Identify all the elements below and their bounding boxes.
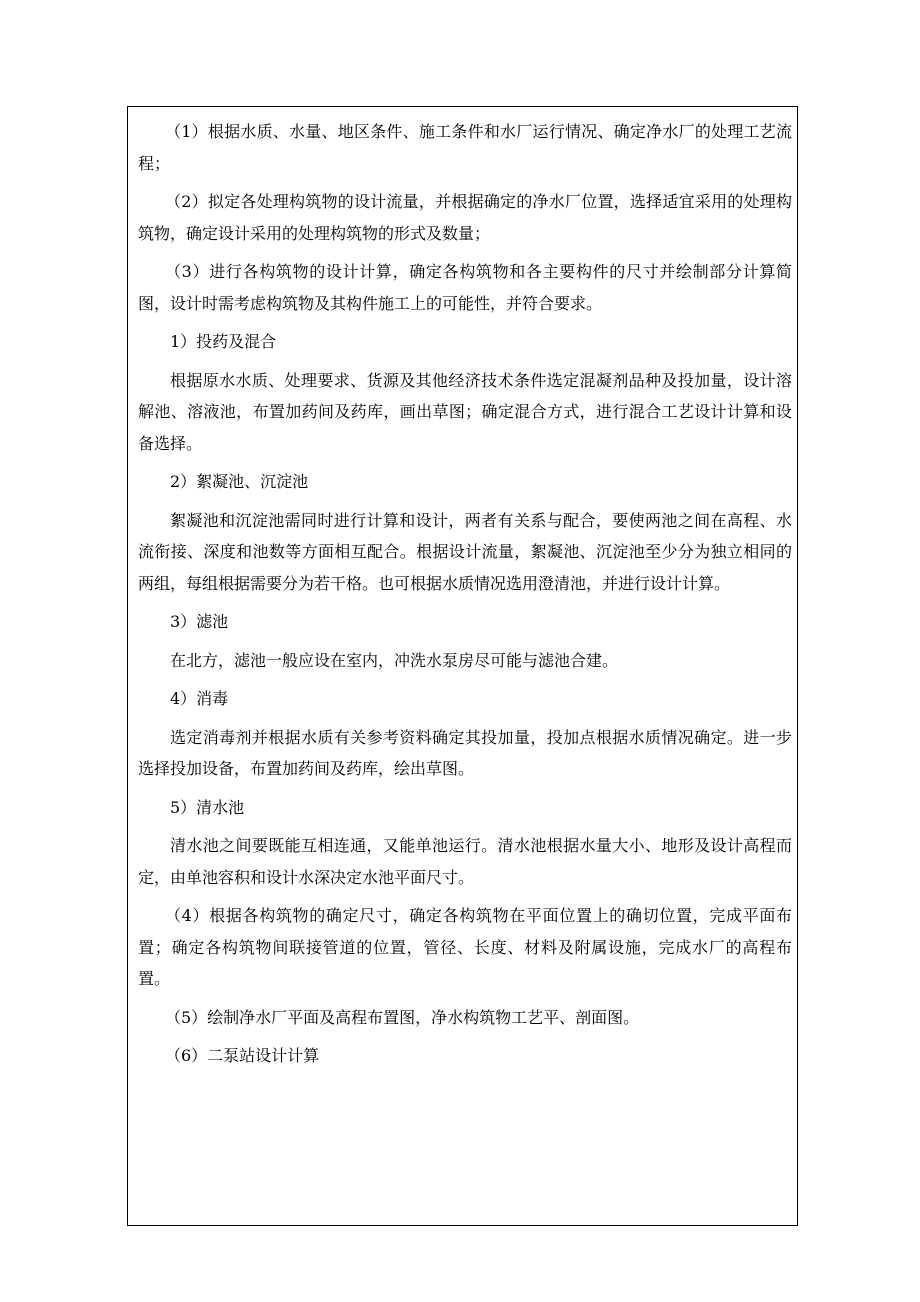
- heading-filter: 3）滤池: [170, 612, 229, 631]
- paragraph-disinfection: 选定消毒剂并根据水质有关参考资料确定其投加量，投加点根据水质情况确定。进一步选择投加设备，布置加药间及药库，绘出草图。: [138, 727, 792, 778]
- paragraph-dosing-mixing: 根据原水水质、处理要求、货源及其他经济技术条件选定混凝剂品种及投加量，设计溶解池、溶液池，布置加药间及药库，画出草图；确定混合方式，进行混合工艺设计计算和设备选择。: [138, 370, 792, 453]
- heading-disinfection: 4）消毒: [170, 689, 229, 708]
- paragraph-step-3: （3）进行各构筑物的设计计算，确定各构筑物和各主要构件的尺寸并绘制部分计算简图，设计时需考虑构筑物及其构件施工上的可能性，并符合要求。: [138, 262, 792, 313]
- paragraph-step-5: （5）绘制净水厂平面及高程布置图，净水构筑物工艺平、剖面图。: [165, 1007, 640, 1027]
- paragraph-step-6: （6）二泵站设计计算: [165, 1046, 320, 1065]
- content-table-frame: [127, 106, 798, 1226]
- paragraph-step-4: （4）根据各构筑物的确定尺寸，确定各构筑物在平面位置上的确切位置，完成平面布置；确定各构筑物间联接管道的位置，管径、长度、材料及附属设施，完成水厂的高程布置。: [138, 906, 792, 988]
- heading-clear-water-tank: 5）清水池: [170, 797, 245, 817]
- paragraph-filter: 在北方，滤池一般应设在室内，冲洗水泵房尽可能与滤池合建。: [170, 650, 619, 670]
- document-body: [138, 116, 792, 1072]
- paragraph-clear-water-tank: 清水池之间要既能互相连通，又能单池运行。清水池根据水量大小、地形及设计高程而定，由单池容积和设计水深决定水池平面尺寸。: [138, 836, 792, 887]
- paragraph-step-1: （1）根据水质、水量、地区条件、施工条件和水厂运行情况、确定净水厂的处理工艺流程；: [138, 122, 792, 173]
- paragraph-flocculation-sedimentation: 絮凝池和沉淀池需同时进行计算和设计，两者有关系与配合，要使两池之间在高程、水流衔接、深度和池数等方面相互配合。根据设计流量，絮凝池、沉淀池至少分为独立相同的两组，每组根据需要分为若干格。也可根据水质情况选用澄清池，并进行设计计算。: [138, 510, 792, 593]
- paragraph-step-2: （2）拟定各处理构筑物的设计流量，并根据确定的净水厂位置，选择适宜采用的处理构筑物，确定设计采用的处理构筑物的形式及数量；: [138, 192, 792, 243]
- heading-dosing-mixing: 1）投药及混合: [170, 332, 277, 351]
- heading-flocculation-sedimentation: 2）絮凝池、沉淀池: [170, 472, 309, 491]
